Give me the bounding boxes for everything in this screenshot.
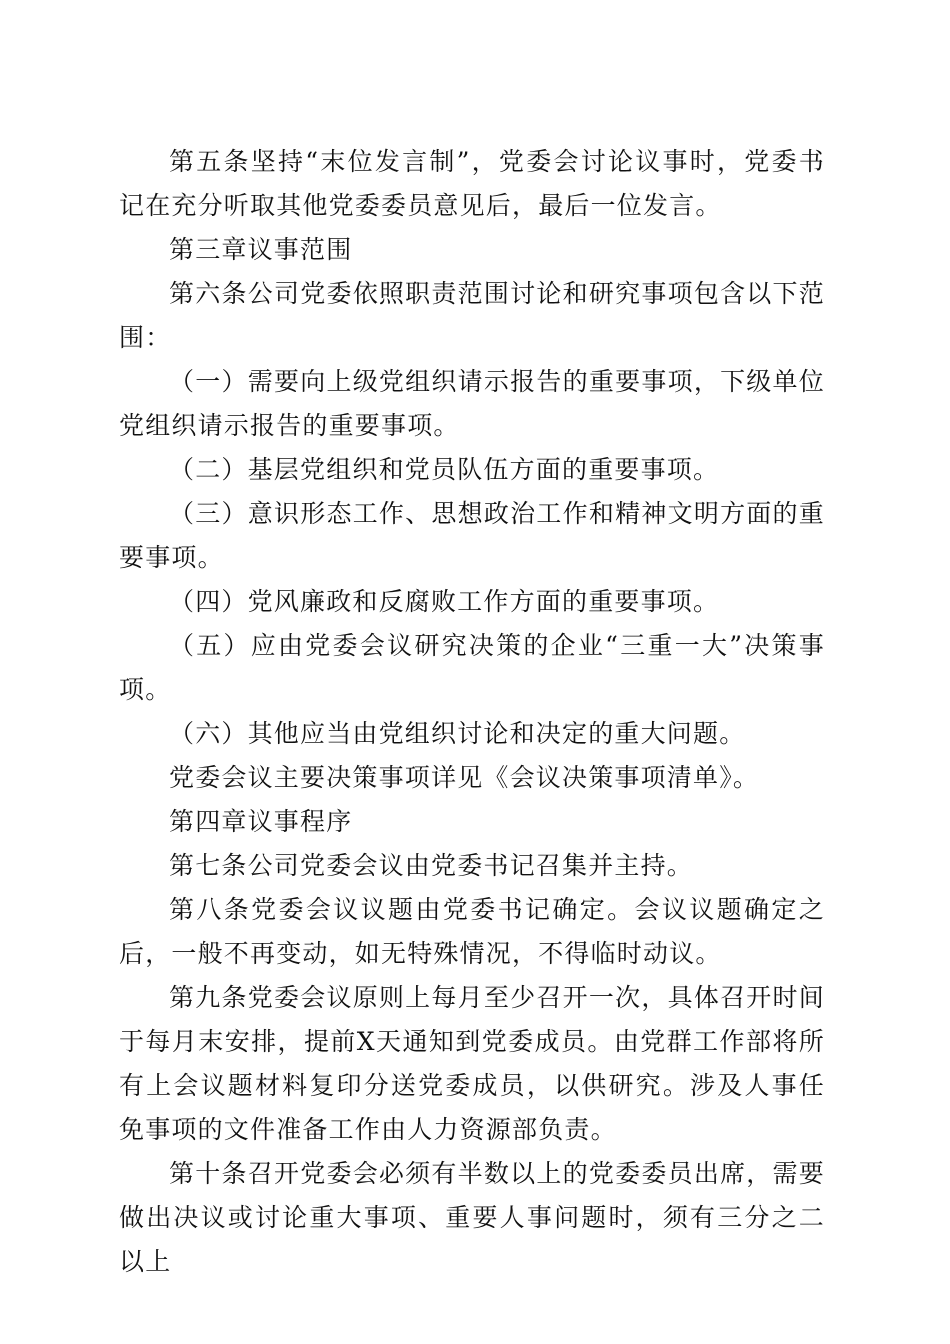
heading-chapter-4: 第四章议事程序 (169, 807, 353, 836)
paragraph-article-7: 第七条公司党委会议由党委书记召集并主持。 (169, 851, 694, 880)
list-item-3: （三）意识形态工作、思想政治工作和精神文明方面的重要事项。 (119, 499, 825, 572)
paragraph-article-10: 第十条召开党委会必须有半数以上的党委委员出席，需要做出决议或讨论重大事项、重要人事问题时，须有三分之二以上 (119, 1159, 825, 1276)
heading-chapter-3: 第三章议事范围 (169, 235, 353, 264)
paragraph-article-6: 第六条公司党委依照职责范围讨论和研究事项包含以下范围： (119, 279, 825, 352)
list-item-1: （一）需要向上级党组织请示报告的重要事项，下级单位党组织请示报告的重要事项。 (119, 367, 825, 440)
list-item-2: （二）基层党组织和党员队伍方面的重要事项。 (169, 455, 720, 484)
document-body (119, 140, 825, 1284)
paragraph-article-9: 第九条党委会议原则上每月至少召开一次，具体召开时间于每月末安排，提前X天通知到党委成员。由党群工作部将所有上会议题材料复印分送党委成员，以供研究。涉及人事任免事项的文件准备工作由人力资源部负责。 (119, 983, 825, 1144)
list-item-5: （五）应由党委会议研究决策的企业“三重一大”决策事项。 (119, 631, 825, 704)
paragraph-article-5: 第五条坚持“末位发言制”，党委会讨论议事时，党委书记在充分听取其他党委委员意见后，最后一位发言。 (119, 147, 825, 220)
list-item-6: （六）其他应当由党组织讨论和决定的重大问题。 (169, 719, 746, 748)
paragraph-decision-list-note: 党委会议主要决策事项详见《会议决策事项清单》。 (169, 763, 760, 792)
list-item-4: （四）党风廉政和反腐败工作方面的重要事项。 (169, 587, 720, 616)
paragraph-article-8: 第八条党委会议议题由党委书记确定。会议议题确定之后，一般不再变动，如无特殊情况，不得临时动议。 (119, 895, 825, 968)
